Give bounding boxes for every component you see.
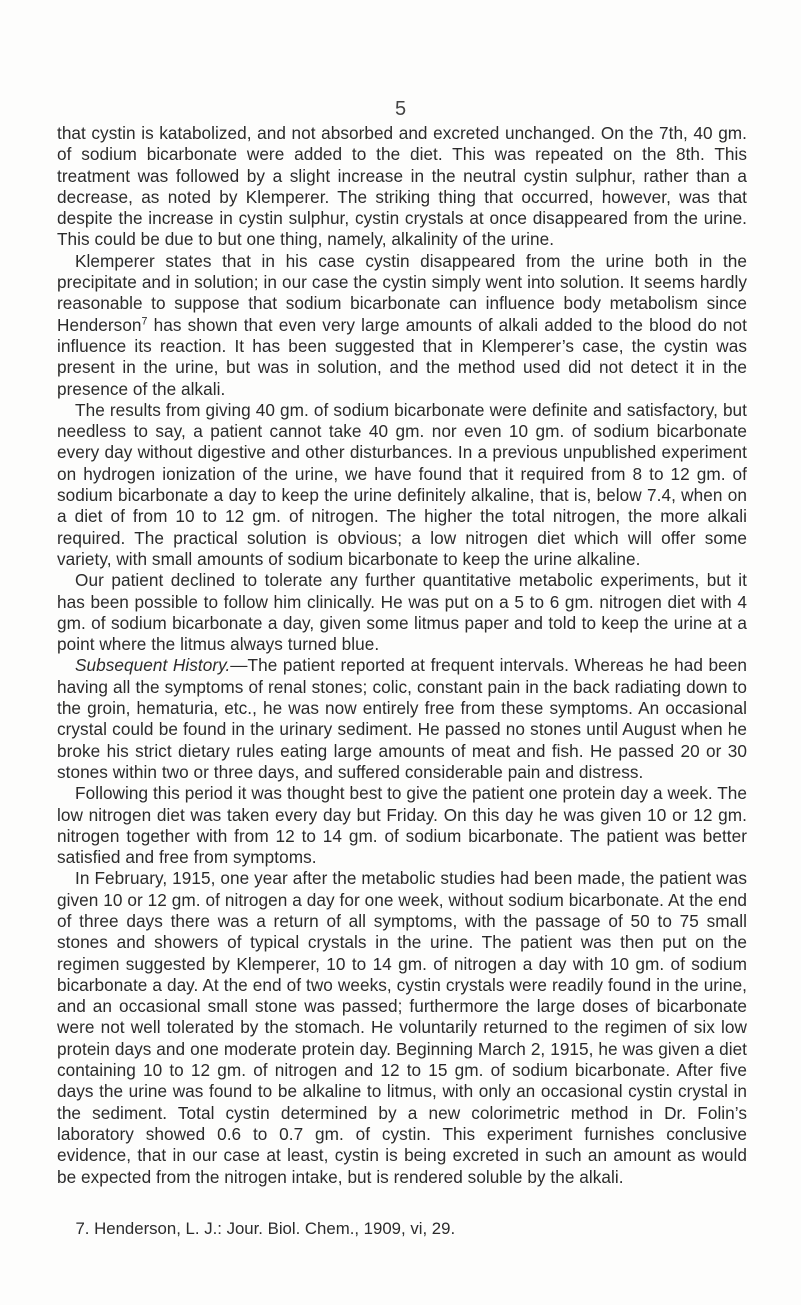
paragraph-4: Our patient declined to tolerate any further quantitative metabolic experiments, but it has been possible to follow him clinically. He was put on a 5 to 6 gm. nitrogen diet with 4 gm. of sodium bicarbonate a day, given some litmus paper and told to keep the urine at a point where the litmus always turned blue. [57,570,747,655]
paragraph-5 [57,655,747,783]
footnote: 7. Henderson, L. J.: Jour. Biol. Chem., 1909, vi, 29. [75,1219,456,1238]
page-number: 5 [394,98,407,120]
paragraph-2-text-before: Klemperer states that in his case cystin disappeared from the urine both in the precipitate and in solution; in our case the cystin simply went into solution. It seems hardly reasonable to suppose that sodium bicarbonate can influence body metabolism since Henderson [57,250,747,335]
paragraph-2 [57,251,747,400]
paragraph-6: Following this period it was thought best to give the patient one protein day a week. The low nitrogen diet was taken every day but Friday. On this day he was given 10 or 12 gm. nitrogen together with from 12 to 14 gm. of sodium bicarbonate. The patient was better satisfied and free from symptoms. [57,783,747,868]
section-heading: Subsequent History. [75,655,231,676]
footnote-reference: 7 [141,314,148,327]
body-text [57,123,747,1188]
paragraph-7: In February, 1915, one year after the metabolic studies had been made, the patient was given 10 or 12 gm. of nitrogen a day for one week, without sodium bicarbonate. At the end of three days there was a return of all symptoms, with the passage of 50 to 75 small stones and showers of typical crystals in the urine. The patient was then put on the regimen suggested by Klemperer, 10 to 14 gm. of nitrogen a day with 10 gm. of sodium bicarbonate a day. At the end of two weeks, cystin crystals were readily found in the urine, and an occasional small stone was passed; furthermore the large doses of bicarbonate were not well tolerated by the stomach. He voluntarily returned to the regimen of six low protein days and one moderate protein day. Beginning March 2, 1915, he was given a diet containing 10 to 12 gm. of nitrogen and 12 to 15 gm. of sodium bicarbonate. After five days the urine was found to be alkaline to litmus, with only an occasional cystin crystal in the sediment. Total cystin determined by a new colorimetric method in Dr. Folin’s laboratory showed 0.6 to 0.7 gm. of cystin. This experiment furnishes conclusive evidence, that in our case at least, cystin is being excreted in such an amount as would be expected from the nitrogen intake, but is rendered soluble by the alkali. [57,868,747,1187]
paragraph-3: The results from giving 40 gm. of sodium bicarbonate were definite and satisfactory, but needless to say, a patient cannot take 40 gm. nor even 10 gm. of sodium bicarbonate every day without digestive and other disturbances. In a previous unpublished experiment on hydrogen ionization of the urine, we have found that it required from 8 to 12 gm. of sodium bicarbonate a day to keep the urine definitely alkaline, that is, below 7.4, when on a diet of from 10 to 12 gm. of nitrogen. The higher the total nitrogen, the more alkali required. The practical solution is obvious; a low nitrogen diet which will offer some variety, with small amounts of sodium bicarbonate to keep the urine alkaline. [57,399,747,569]
paragraph-2-text-after: has shown that even very large amounts of alkali added to the blood do not influence its reaction. It has been suggested that in Klemperer’s case, the cystin was present in the urine, but was in solution, and the method used did not detect it in the presence of the alkali. [57,314,747,399]
paragraph-1: that cystin is katabolized, and not absorbed and excreted unchanged. On the 7th, 40 gm. of sodium bicarbonate were added to the diet. This was repeated on the 8th. This treatment was followed by a slight increase in the neutral cystin sulphur, rather than a decrease, as noted by Klemperer. The striking thing that occurred, however, was that despite the increase in cystin sulphur, cystin crystals at once disappeared from the urine. This could be due to but one thing, namely, alkalinity of the urine. [57,123,747,250]
paragraph-5-text: —The patient reported at frequent intervals. Whereas he had been having all the symptoms of renal stones; colic, constant pain in the back radiating down to the groin, hematuria, etc., he was now entirely free from these symptoms. An occasional crystal could be found in the urinary sediment. He passed no stones until August when he broke his strict dietary rules eating large amounts of meat and fish. He passed 20 or 30 stones within two or three days, and suffered considerable pain and distress. [57,655,747,782]
